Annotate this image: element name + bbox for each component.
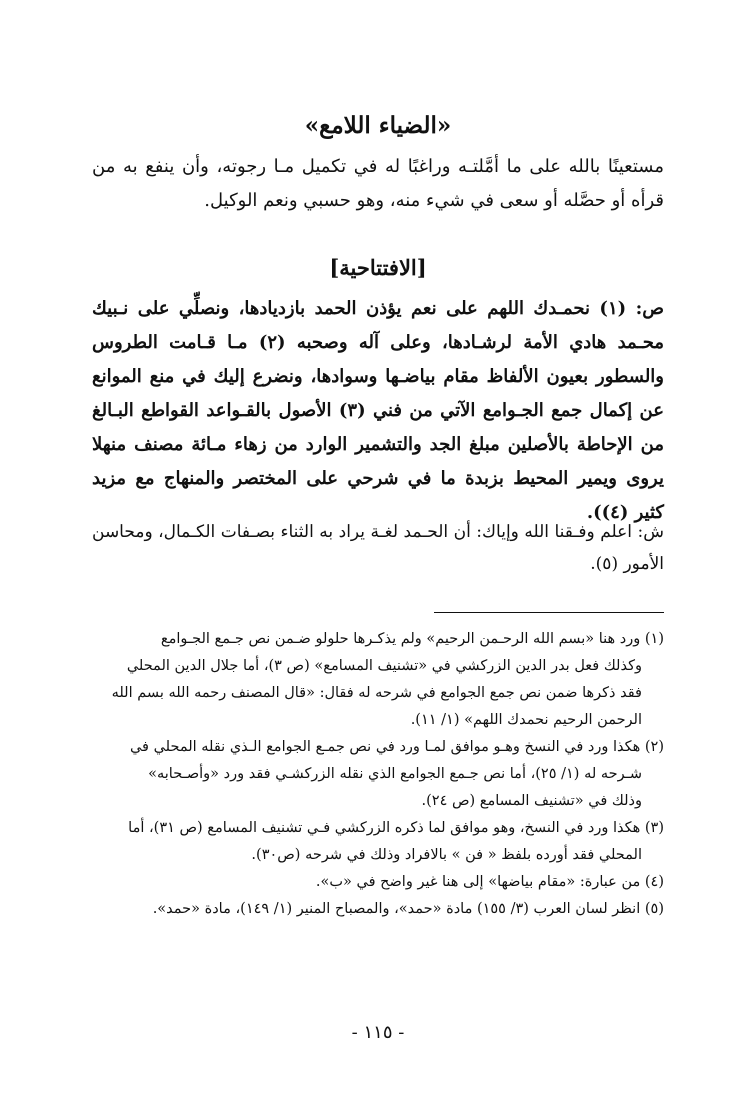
- page-number: - ١١٥ -: [351, 1022, 405, 1043]
- commentary-paragraph: ش: اعلم وفـقنا الله وإياك: أن الحـمد لغـة يراد به الثناء بصـفات الكـمال، ومحاسن الأمور (٥).: [92, 522, 664, 574]
- intro-text: مستعينًا بالله على ما أمَّلتـه وراغبًا له في تكميل مـا رجوته، وأن ينفع به من قرأه أو حصَّله أو سعى في شيء منه، وهو حسبي ونعم الوكيل.: [92, 156, 664, 211]
- main-text-block: [92, 292, 664, 530]
- footnote-line: هكذا ورد في النسخ وهـو موافق لمـا ورد في نص جمـع الجوامع الـذي نقله المحلي في: [129, 739, 641, 755]
- intro-paragraph: [92, 150, 664, 218]
- footnote-number: (٤): [644, 874, 664, 890]
- section-heading: [الافتتاحية]: [329, 255, 427, 280]
- footnote-line: انظر لسان العرب (٣/ ١٥٥) مادة «حمد»، والمصباح المنير (١/ ١٤٩)، مادة «حمد».: [152, 901, 641, 917]
- footnote-line: من عبارة: «مقام بياضها» إلى هنا غير واضح في «ب».: [315, 874, 641, 890]
- footnote-number: (٢): [644, 739, 664, 755]
- footnote-1: [92, 626, 664, 734]
- footnote-number: (٥): [644, 901, 664, 917]
- footnote-2: [92, 734, 664, 815]
- footnote-line: الرحمن الرحيم نحمدك اللهم» (١/ ١١).: [410, 712, 642, 728]
- footnote-line: وكذلك فعل بدر الدين الزركشي في «تشنيف المسامع» (ص ٣)، أما جلال الدين المحلي: [126, 658, 642, 674]
- footnote-4: [92, 869, 664, 896]
- page-title: «الضياء اللامع»: [304, 112, 452, 139]
- footnote-line: فقد ذكرها ضمن نص جمع الجوامع في شرحه له فقال: «قال المصنف رحمه الله بسم الله: [111, 685, 642, 701]
- footnotes-section: [92, 626, 664, 923]
- footnote-line: وذلك في «تشنيف المسامع (ص ٢٤).: [421, 793, 642, 809]
- footnote-line: هكذا ورد في النسخ، وهو موافق لما ذكره الزركشي فـي تشنيف المسامع (ص ٣١)، أما: [128, 820, 641, 836]
- footnote-number: (١): [644, 631, 664, 647]
- footnote-line: ورد هنا «بسم الله الرحـمن الرحيم» ولم يذكـرها حلولو ضـمن نص جـمع الجـوامع: [160, 631, 641, 647]
- footnote-divider: [434, 612, 664, 613]
- main-text-paragraph: ص: (١) نحمـدك اللهم على نعم يؤذن الحمد بازديادها، ونصلِّي على نـبيك محـمد هادي الأمة لرشـادها، وعلى آله وصحبه (٢) مـا قـامت الطروس والسطور بعيون الألفاظ مقام بياضـها وسوادها، ونضرع إليك في منع الموانع عن إكمال جمع الجـوامع الآتي من فني (٣) الأصول بالقـواعد القواطع البـالغ من الإحاطة بالأصلين مبلغ الجد والتشمير الوارد من زهاء مـائة مصنف منهلا يروى ويمير المحيط بزبدة ما في شرحي على المختصر والمنهاج مع مزيد كثير (٤)).: [92, 298, 664, 523]
- footnote-line: المحلي فقد أورده بلفظ « فن » بالافراد وذلك في شرحه (ص٣٠).: [251, 847, 642, 863]
- footnote-5: [92, 896, 664, 923]
- footnote-3: [92, 815, 664, 869]
- footnote-number: (٣): [644, 820, 664, 836]
- footnote-line: شـرحه له (١/ ٢٥)، أما نص جـمع الجوامع الذي نقله الزركشـي فقد ورد «وأصـحابه»: [148, 766, 642, 782]
- commentary-block: [92, 516, 664, 580]
